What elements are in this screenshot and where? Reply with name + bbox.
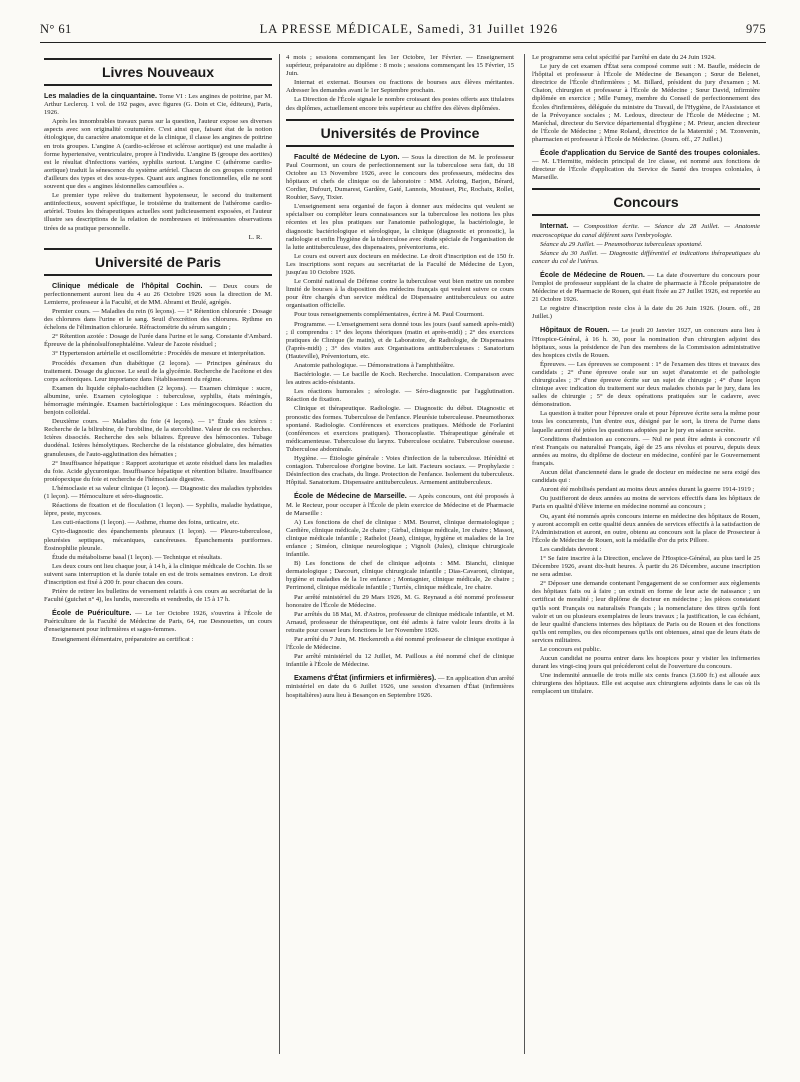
paragraph: Le concours est public. — [540, 646, 602, 653]
paragraph: 1° Se faire inscrire à la Direction, enclave de l'Hospice-Général, au plus tard le 25 Décembre 1926, avant dix-huit heures. À partir du 26 Décembre, aucune inscription ne sera admise. — [532, 554, 760, 579]
paragraph: Internat et externat. Bourses ou fractions de bourses aux élèves méritantes. Adresser les demandes avant le 1er Septembre prochain. — [286, 79, 514, 95]
paragraph: Par arrêté du 7 Juin, M. Heckenroth a été nommé professeur de clinique exotique à l'École de Médecine. — [286, 636, 514, 652]
paragraph: Épreuves. — Les épreuves se composent : 1° de l'examen des titres et travaux des candidats ; 2° d'une épreuve orale sur un sujet d'anatomie et de pathologie chirurgicales ; 3° d'une épreuve écrite sur un sujet de chirurgie ; 4° d'une leçon clinique avec indication du traitement sur deux malades choisis par le jury, dans les salles de chirurgie ; 5° de deux opérations pratiquées sur le cadavre, avec démonstration. — [532, 360, 760, 409]
item-title: École de Médecine de Marseille. — [294, 491, 407, 501]
item-title: École de Médecine de Rouen. — [540, 269, 645, 279]
paragraph: Aucun candidat ne pourra entrer dans les hospices pour y visiter les infirmeries durant les vingt-cinq jours qui précéderont celui de l'ouverture du concours. — [532, 655, 760, 671]
paragraph: A) Les fonctions de chef de clinique : MM. Bourret, clinique dermatologique ; Cardière, clinique médicale, 2e chaire ; Girbal, clinique médicale, 1re chaire ; Massot, clinique médicale infantile ; Rathelot (Jean), clinique, hygiène et maladies de la 1re enfance ; Siméon, clinique neurologique ; Vignoli (Jules), clinique chirurgicale infantile. — [286, 518, 514, 559]
paragraph: — Deux cours de perfectionnement auront lieu du 4 au 26 Octobre 1926 sous la direction de M. Lemierre, professeur à la Faculté, et de MM. Abrami et Brulé, agrégés. — [44, 282, 272, 306]
paragraph: Les réactions humorales ; sérologie. — Séro-diagnostic par l'agglutination. Réaction de fixation. — [286, 388, 514, 404]
item-title: Internat. — [540, 221, 569, 231]
paragraph: — M. L'Hermitte, médecin principal de 1re classe, est nommé aux fonctions de directeur de l'École d'application du Service de Santé des troupes coloniales, à Marseille. — [532, 158, 760, 182]
paragraph: Séance du 30 Juillet. — Diagnostic différentiel et indications thérapeutiques du cancer du col de l'utérus. — [532, 249, 760, 265]
column-2 — [286, 54, 514, 701]
paragraph: 4 mois ; sessions commençant les 1er Octobre, 1er Février. — Enseignement supérieur, préparatoire au diplôme : 8 mois ; sessions commençant les 15 Février, 15 Juin. — [286, 54, 514, 78]
paragraph: Programme. — L'enseignement sera donné tous les jours (sauf samedi après-midi) ; il comprendra : 1° des leçons théoriques (matin et après-midi) ; 2° des exercices pratiques de Clinique (le matin), et de Laboratoire, de Radiologie, de Dispensaires (l'après-midi) ; 3° des visites aux Organisations antituberculeuses : Sanatorium (Hauteville), Préventorium, etc. — [286, 320, 514, 360]
item-title: Examens d'État (infirmiers et infirmières). — [294, 673, 437, 683]
paragraph: Séance du 29 Juillet. — Pneumothorax tuberculeux spontané. — [540, 240, 703, 248]
paragraph: Le Comité national de Défense contre la tuberculose veut bien mettre un nombre limité de bourses à la disposition des médecins français qui veulent suivre ce cours pour être chargés d'un service médical de Dispensaire antituberculeux ou autre organisation officielle. — [286, 278, 514, 310]
page-number: 975 — [746, 22, 766, 36]
item-title: Hôpitaux de Rouen. — [540, 325, 610, 335]
paragraph: Procédés d'examen d'un diabétique (2 leçons). — Principes généraux du traitement. Dosage du glucose. Le seuil de la glycémie. Recherche de l'acétone et des corps acétoniques. Leur importance dans l'établissement du régime. — [44, 359, 272, 383]
paragraph: L'enseignement sera organisé de façon à donner aux médecins qui veulent se spécialiser ou compléter leurs connaissances sur la tuberculose les notions les plus récentes et les plus pratiques sur l'anatomie pathologique, la bactériologie, le diagnostic bactériologique et sérologique, la clinique (diagnostic et pronostic), la radiologie et enfin l'hygiène de la tuberculose avec étude spéciale de l'organisation de la lutte antituberculeuse, des dispensaires, préventoriums, etc. — [286, 203, 514, 251]
paragraph: Aucun délai d'ancienneté dans le grade de docteur en médecine ne sera exigé des candidats qui : — [532, 469, 760, 485]
paragraph: Prière de retirer les bulletins de versement relatifs à ces cours au secrétariat de la Faculté (guichet n° 4), les lundis, mercredis et vendredis, de 15 à 17 h. — [44, 588, 272, 604]
section-heading-concours: Concours — [532, 188, 760, 216]
paragraph: 3° Hypertension artérielle et oscillométrie : Procédés de mesure et interprétation. — [52, 350, 266, 358]
paragraph: Ou, ayant été nommés après concours interne en médecine des hôpitaux de Rouen, y auront accompli en cette qualité deux années de services effectifs à la satisfaction de l'Administration et auront, en outre, obtenu au concours soit la place de Prosecteur à l'École de Médecine de Rouen, soit la médaille d'or du prix Pillore. — [532, 512, 760, 544]
column-divider — [524, 54, 525, 1054]
journal-title: LA PRESSE MÉDICALE, Samedi, 31 Juillet 1926 — [259, 22, 559, 36]
section-heading-province: Universités de Province — [286, 119, 514, 147]
paragraph: — Après concours, ont été proposés à M. le Recteur, pour occuper à l'École de plein exercice de Médecine et de Pharmacie de Marseille : — [286, 493, 514, 517]
paragraph: Premier cours. — Maladies du rein (6 leçons). — 1° Rétention chlorurée : Dosage des chlorures dans l'urine et le sang. Seuil d'excrétion des chlorures. Rythme en échelons de l'élimination chlorurée. Réfractométrie du sérum sanguin ; — [44, 307, 272, 332]
paragraph: Pour tous renseignements complémentaires, écrire à M. Paul Courmont. — [294, 311, 484, 319]
header-rule — [40, 42, 766, 43]
paragraph: Le programme sera celui spécifié par l'arrêté en date du 24 Juin 1924. — [532, 54, 716, 61]
paragraph: Le premier type relève du traitement hypotenseur, le second du traitement antiinfectieux, souvent spécifique, le troisième du traitement de l'athérome cardio-artériel. Toutes les thérapeutiques actuelles sont judicieusement exposées, et l'auteur illustre ses descriptions de la relation de nombreuses et intéressantes observations tirées de sa pratique personnelle. — [44, 192, 272, 232]
column-divider — [279, 54, 280, 1054]
paragraph: Hygiène. — Étiologie générale : Voies d'infection de la tuberculose. Hérédité et contagion. Tuberculose d'origine bovine. Le lait. Facteurs sociaux. — Prophylaxie : Désinfection des crachats, du linge. Protection de l'enfance. Isolement du tuberculeux. Hôpital. Sanatorium. Dispensaire antituberculeux. Armement antituberculeux. — [286, 455, 514, 487]
paragraph: Auront été mobilisés pendant au moins deux années durant la guerre 1914-1919 ; — [540, 486, 755, 494]
paragraph: 2° Insuffisance hépatique : Rapport azoturique et azote résiduel dans les maladies du foie. Acide glycuronique. Insuffisance hépatique et rétention biliaire. Insuffisance protéopexique du foie et recherche de l'hémoclasie digestive. — [44, 459, 272, 483]
paragraph: — Le jeudi 20 Janvier 1927, un concours aura lieu à l'Hospice-Général, à 16 h. 30, pour la nomination d'un chirurgien adjoint des hôpitaux, sous la présidence de l'un des membres de la Commission administrative des hospices civils de Rouen. — [532, 327, 760, 359]
paragraph: Conditions d'admission au concours. — Nul ne peut être admis à concourir s'il n'est Français ou naturalisé Français, âgé de 25 ans révolus et pourvu, depuis deux années au moins, du diplôme de docteur en médecine, conféré par le Gouvernement français. — [532, 435, 760, 467]
paragraph: La question à traiter pour l'épreuve orale et pour l'épreuve écrite sera la même pour tous les concurrents, l'un d'entre eux, désigné par le sort, la tirera de l'urne dans laquelle auront été jetées les questions adoptées par le jury en séance secrète. — [532, 410, 760, 434]
paragraph: Le jury de cet examen d'État sera composé comme suit : M. Baufle, médecin de l'hôpital et professeur à l'École de Médecine de Besançon ; Sœur de Belenet, directrice de l'École d'infirmières ; M. Billard, président du jury d'examen ; M. Chaton, chirurgien et professeur à l'École de Médecine ; Sœur David, infirmière diplômée en exercice ; Mlle Fumey, membre du Conseil de perfectionnement des Écoles d'infirmières, déléguée du ministre du Travail, de l'Hygiène, de l'Assistance et de la Prévoyance sociales ; M. Ledoux, directeur de l'École de Médecine ; M. Maréchal, directeur du Service départemental d'hygiène ; M. Prieur, ancien directeur de l'École de Médecine ; Mme Roland, directrice de la Maternité ; M. Tzonvenin, pharmacien et professeur à l'École de Médecine. (Journ. off., 27 Juillet.) — [532, 63, 760, 143]
paragraph: Les cuti-réactions (1 leçon). — Asthme, rhume des foins, urticaire, etc. — [52, 519, 240, 527]
paragraph: Réactions de fixation et de floculation (1 leçon). — Syphilis, maladie hydatique, lèpre, peste, mycoses. — [44, 502, 272, 518]
paragraph: 2° Rétention azotée : Dosage de l'urée dans l'urine et le sang. Constante d'Ambard. Épreuve de la phénolsulfonephtaléine. Valeur de l'azote résiduel ; — [44, 333, 272, 349]
section-heading-livres: Livres Nouveaux — [44, 58, 272, 86]
paragraph: Par arrêté ministériel du 29 Mars 1926, M. G. Reynaud a été nommé professeur honoraire de l'École de Médecine. — [286, 593, 514, 609]
issue-number: N° 61 — [40, 22, 72, 36]
paragraph: — En application d'un arrêté ministériel en date du 6 Juillet 1926, une session d'examen d'État (infirmières hospitalières) aura lieu à Besançon en Septembre 1926. — [286, 675, 515, 699]
paragraph: Le cours est ouvert aux docteurs en médecine. Le droit d'inscription est de 150 fr. Les inscriptions sont reçues au secrétariat de la Faculté de Médecine de Lyon, jusqu'au 10 Octobre 1926. — [286, 252, 514, 276]
paragraph: Les deux cours ont lieu chaque jour, à 14 h, à la clinique médicale de Cochin. Ils se suivent sans interruption et la durée totale en est de trois semaines environ. Le droit d'inscription est fixé à 200 fr. pour chacun des cours. — [44, 562, 272, 586]
column-3 — [532, 54, 760, 698]
paragraph: Par arrêtés du 18 Mai, M. d'Astros, professeur de clinique médicale infantile, et M. Arnaud, professeur de thérapeutique, ont été admis à faire valoir leurs droits à la retraite pour cesser leurs fonctions le 1er Novembre 1926. — [286, 610, 514, 634]
paragraph: L'hémoclasie et sa valeur clinique (1 leçon). — Diagnostic des maladies typhoïdes (1 leçon). — Hémoculture et séro-diagnostic. — [44, 484, 272, 501]
paragraph: Étude du métabolisme basal (1 leçon). — Technique et résultats. — [52, 553, 222, 561]
paragraph: Cyto-diagnostic des épanchements pleuraux (1 leçon). — Pleuro-tuberculose, pleurésies septiques, mécaniques, cancéreuses. Épanchements puriformes. Éosinophilie pleurale. — [44, 528, 272, 552]
paragraph: Anatomie pathologique. — Démonstrations à l'amphithéâtre. — [294, 362, 455, 369]
paragraph: Les candidats devront : — [540, 545, 602, 553]
book-reference: Tome VI : Les angines de poitrine, par M. Arthur Leclercq. 1 vol. de 192 pages, avec figures (G. Doin et Cie, éditeurs), Paris, 1926. — [44, 93, 272, 117]
paragraph: — Le 1er Octobre 1926, s'ouvrira à l'École de Puériculture de la Faculté de Médecine de Paris, 64, rue Desnouettes, un cours d'enseignement pour infirmières et sages-femmes. — [44, 610, 273, 634]
item-title: Faculté de Médecine de Lyon. — [294, 151, 400, 161]
paragraph: Après les innombrables travaux parus sur la question, l'auteur expose ses diverses aspects avec son originalité coutumière. C'est ainsi que, faisant état de la notion étiologique, du caractère anatomique et de la clinique, il classe les angines de poitrine en trois groupes. L'angine A (cardio-sclérose et sclérose aortique) est une maladie à forme hypertensive, ventriculaire, propre à l'individu. L'angine B (groupe des aortites) est le résultat d'infections variées, syphilis surtout. L'angine C (athérome cardio-aortique) traduit la sénescence du système artériel. Chacun de ces groupes comprend d'ailleurs des types et des sous-types. Quant aux angines fonctionnelles, elle ne sont souvent que des « angines lésionnelles camouflées ». — [44, 118, 272, 191]
running-header — [40, 22, 766, 40]
paragraph: Une indemnité annuelle de trois mille six cents francs (3.600 fr.) est allouée aux chirurgiens des hôpitaux. Elle est acquise aux chirurgiens adjoints dans le cas où ils remplacent un titulaire. — [532, 672, 760, 696]
paragraph: Le registre d'inscription reste clos à la date du 26 Juin 1926. (Journ. off., 28 Juillet.) — [532, 305, 760, 321]
paragraph: Bactériologie. — Le bacille de Koch. Recherche. Inoculation. Comparaison avec les autres acido-résistants. — [286, 371, 514, 387]
paragraph: Ou justifieront de deux années au moins de services effectifs dans les hôpitaux de Paris en qualité d'élève interne en médecine nommé au concours ; — [532, 495, 760, 511]
item-title: École de Puériculture. — [52, 608, 132, 618]
signature: L. R. — [248, 233, 262, 241]
paragraph: 2° Déposer une demande contenant l'engagement de se conformer aux règlements des hôpitaux faits ou à faire ; un extrait en forme de leur acte de naissance ; un certificat de moralité ; leur diplôme de docteur en médecine ; les pièces constatant qu'ils sont Français ou naturalisés Français ; la nomenclature des titres qu'ils font valoir et un ou plusieurs exemplaires de leurs travaux ; la justification, le cas échéant, de leur qualité d'anciens internes des hôpitaux de Paris ou de Rouen et des fonctions qu'ils ont remplies, ou des récompenses qu'ils ont obtenues, ainsi que de leurs états de services militaires. — [532, 580, 760, 644]
item-title: École d'application du Service de Santé des troupes coloniales. — [540, 148, 760, 158]
paragraph: — Composition écrite. — Séance du 28 Juillet. — Anatomie macroscopique du canal déférent sans l'embryologie. — [532, 223, 760, 239]
paragraph: Enseignement élémentaire, préparatoire au certificat : — [52, 635, 194, 643]
paragraph: Deuxième cours. — Maladies du foie (4 leçons). — 1° Étude des ictères : Recherche de la bilirubine, de l'urobiline, de la stercobiline. Valeur de ces recherches. Ictères dissociés. Recherche des sels biliaires. Épreuve des hémoconies. Tubage duodénal. Ictères hémolytiques. Recherche de la résistance globulaire, des hématies granuleuses, de l'auto-agglutination des hématies ; — [44, 418, 272, 458]
paragraph: — Sous la direction de M. le professeur Paul Courmont, un cours de perfectionnement sur la tuberculose sera fait, du 18 Octobre au 13 Novembre 1926, avec le concours des professeurs, médecins des hôpitaux et chefs de clinique ou de laboratoire : MM. Arloing, Barjon, Bérard, Cordier, Dufourt, Dumarest, Gardère, Gaté, Lannois, Mouisset, Pic, Rochaix, Rollet, Roubier, Savy, Tixier. — [286, 153, 514, 202]
paragraph: Clinique et thérapeutique. Radiologie. — Diagnostic du début. Diagnostic et pronostic des formes. Tuberculose de l'enfance. Pleurésie tuberculeuse. Pneumothorax spontané. Radiologie. Conférences et exercices pratiques. Méthode de Forlanini (conférences et exercices pratiques). Thoracoplastie. Thérapeutique générale et médicamenteuse. Tuberculose du larynx. Tuberculose oculaire. Tuberculose osseuse. Tuberculose abdominale. — [286, 405, 514, 453]
paragraph: B) Les fonctions de chef de clinique adjoints : MM. Bianchi, clinique dermatologique ; Darcourt, clinique chirurgicale infantile ; Dias-Cavaroni, clinique, hygiène et maladies de la 1re enfance ; Montagnier, clinique médicale, 2e chaire ; Perrimond, clinique médicale infantile ; Turriès, clinique médicale, 1re chaire. — [286, 560, 514, 592]
paragraph: La Direction de l'École signale le nombre croissant des postes offerts aux titulaires des diplômes, actuellement encore très supérieur au chiffre des élèves diplômées. — [286, 96, 514, 112]
column-1 — [44, 54, 272, 645]
paragraph: Examen du liquide céphalo-rachidien (2 leçons). — Examen chimique : sucre, albumine, urée. Examen cytologique : tuberculose, syphilis, états méningés, hémorragie méningée. Examen bactériologique : Les méningocoques. Réaction du benjoin colloïdal. — [44, 384, 272, 417]
section-heading-paris: Université de Paris — [44, 248, 272, 276]
item-title: Clinique médicale de l'hôpital Cochin. — [52, 280, 203, 290]
paragraph: — La date d'ouverture du concours pour l'emploi de professeur suppléant de la chaire de pharmacie à l'École préparatoire de Médecine et de Pharmacie de Rouen, qui était fixée au 27 Juillet 1926, est reportée au 21 Octobre 1926. — [532, 271, 760, 304]
paragraph: Par arrêté ministériel du 12 Juillet, M. Paillous a été nommé chef de clinique infantile à l'École de Médecine. — [286, 653, 514, 669]
book-title: Les maladies de la cinquantaine. — [44, 91, 158, 100]
